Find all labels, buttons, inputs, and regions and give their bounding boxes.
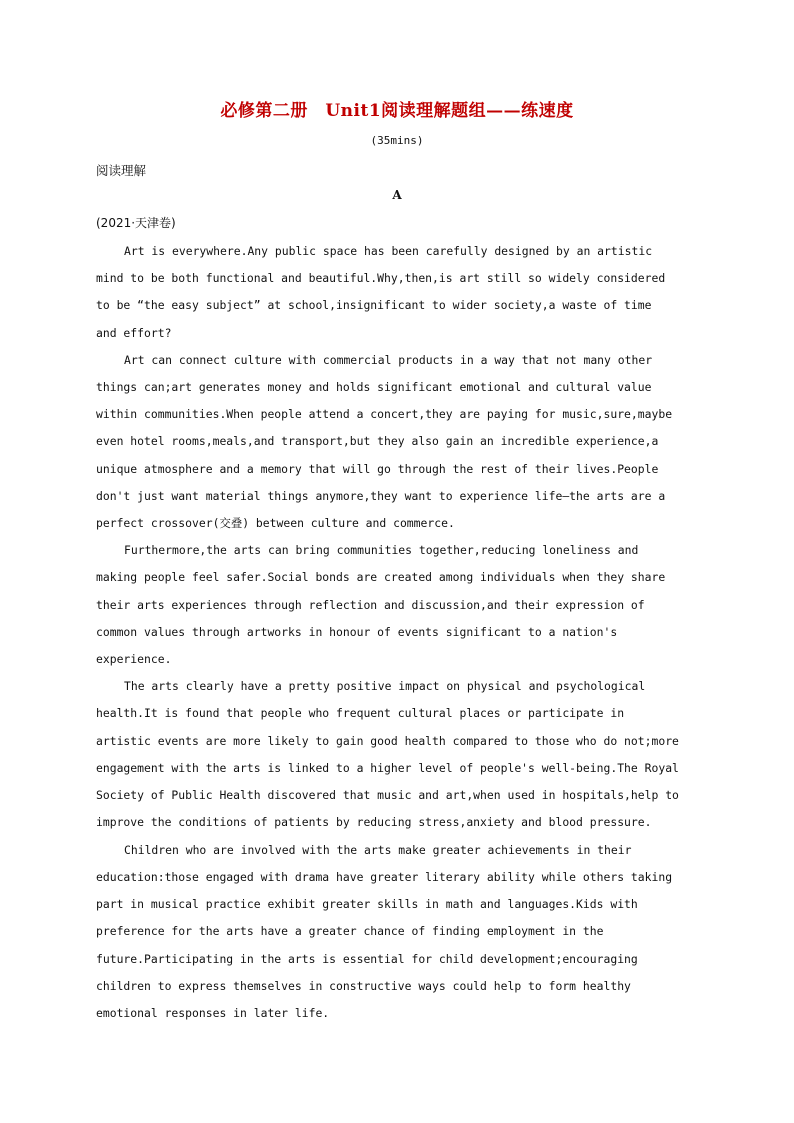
passage-line: don't just want material things anymore,they want to experience life—the arts are a (96, 489, 666, 503)
passage-line: improve the conditions of patients by reducing stress,anxiety and blood pressure. (96, 815, 652, 829)
time-limit: (35mins) (370, 134, 424, 147)
passage-line: Art is everywhere.Any public space has been carefully designed by an artistic (124, 244, 653, 258)
passage-source: (2021·天津卷) (96, 216, 176, 230)
passage-line: Art can connect culture with commercial products in a way that not many other (124, 353, 653, 367)
passage-line: future.Participating in the arts is essential for child development;encouraging (96, 952, 638, 966)
page-title: 必修第二册 Unit1阅读理解题组——练速度 (220, 101, 574, 121)
passage-line: to be “the easy subject” at school,insignificant to wider society,a waste of time (96, 298, 652, 312)
passage-line: their arts experiences through reflection and discussion,and their expression of (96, 598, 645, 612)
passage-line: part in musical practice exhibit greater skills in math and languages.Kids with (96, 897, 638, 911)
passage-line: Furthermore,the arts can bring communities together,reducing loneliness and (124, 543, 639, 557)
section-heading: 阅读理解 (96, 163, 147, 178)
passage-line: within communities.When people attend a concert,they are paying for music,sure,maybe (96, 407, 673, 421)
passage-line: The arts clearly have a pretty positive impact on physical and psychological (124, 679, 646, 693)
passage-line: perfect crossover(交叠) between culture and commerce. (96, 516, 455, 530)
passage-letter: A (392, 188, 402, 202)
passage-line: experience. (96, 652, 172, 666)
passage-line: preference for the arts have a greater chance of finding employment in the (96, 924, 604, 938)
passage-line: artistic events are more likely to gain good health compared to those who do not;more (96, 734, 679, 748)
passage-line: things can;art generates money and holds significant emotional and cultural value (96, 380, 652, 394)
passage-line: Children who are involved with the arts make greater achievements in their (124, 843, 632, 857)
passage-line: mind to be both functional and beautiful.Why,then,is art still so widely considered (96, 271, 666, 285)
passage-line: common values through artworks in honour of events significant to a nation's (96, 625, 618, 639)
passage-line: unique atmosphere and a memory that will go through the rest of their lives.People (96, 462, 659, 476)
passage-line: children to express themselves in constructive ways could help to form healthy (96, 979, 631, 993)
passage-line: emotional responses in later life. (96, 1006, 330, 1020)
passage-line: Society of Public Health discovered that music and art,when used in hospitals,help to (96, 788, 679, 802)
passage-line: engagement with the arts is linked to a higher level of people's well-being.The Royal (96, 761, 679, 775)
passage-line: making people feel safer.Social bonds are created among individuals when they share (96, 570, 666, 584)
passage-line: even hotel rooms,meals,and transport,but they also gain an incredible experience,a (96, 434, 659, 448)
passage-line: education:those engaged with drama have greater literary ability while others taking (96, 870, 673, 884)
passage-line: and effort? (96, 326, 172, 340)
passage-line: health.It is found that people who frequent cultural places or participate in (96, 706, 625, 720)
